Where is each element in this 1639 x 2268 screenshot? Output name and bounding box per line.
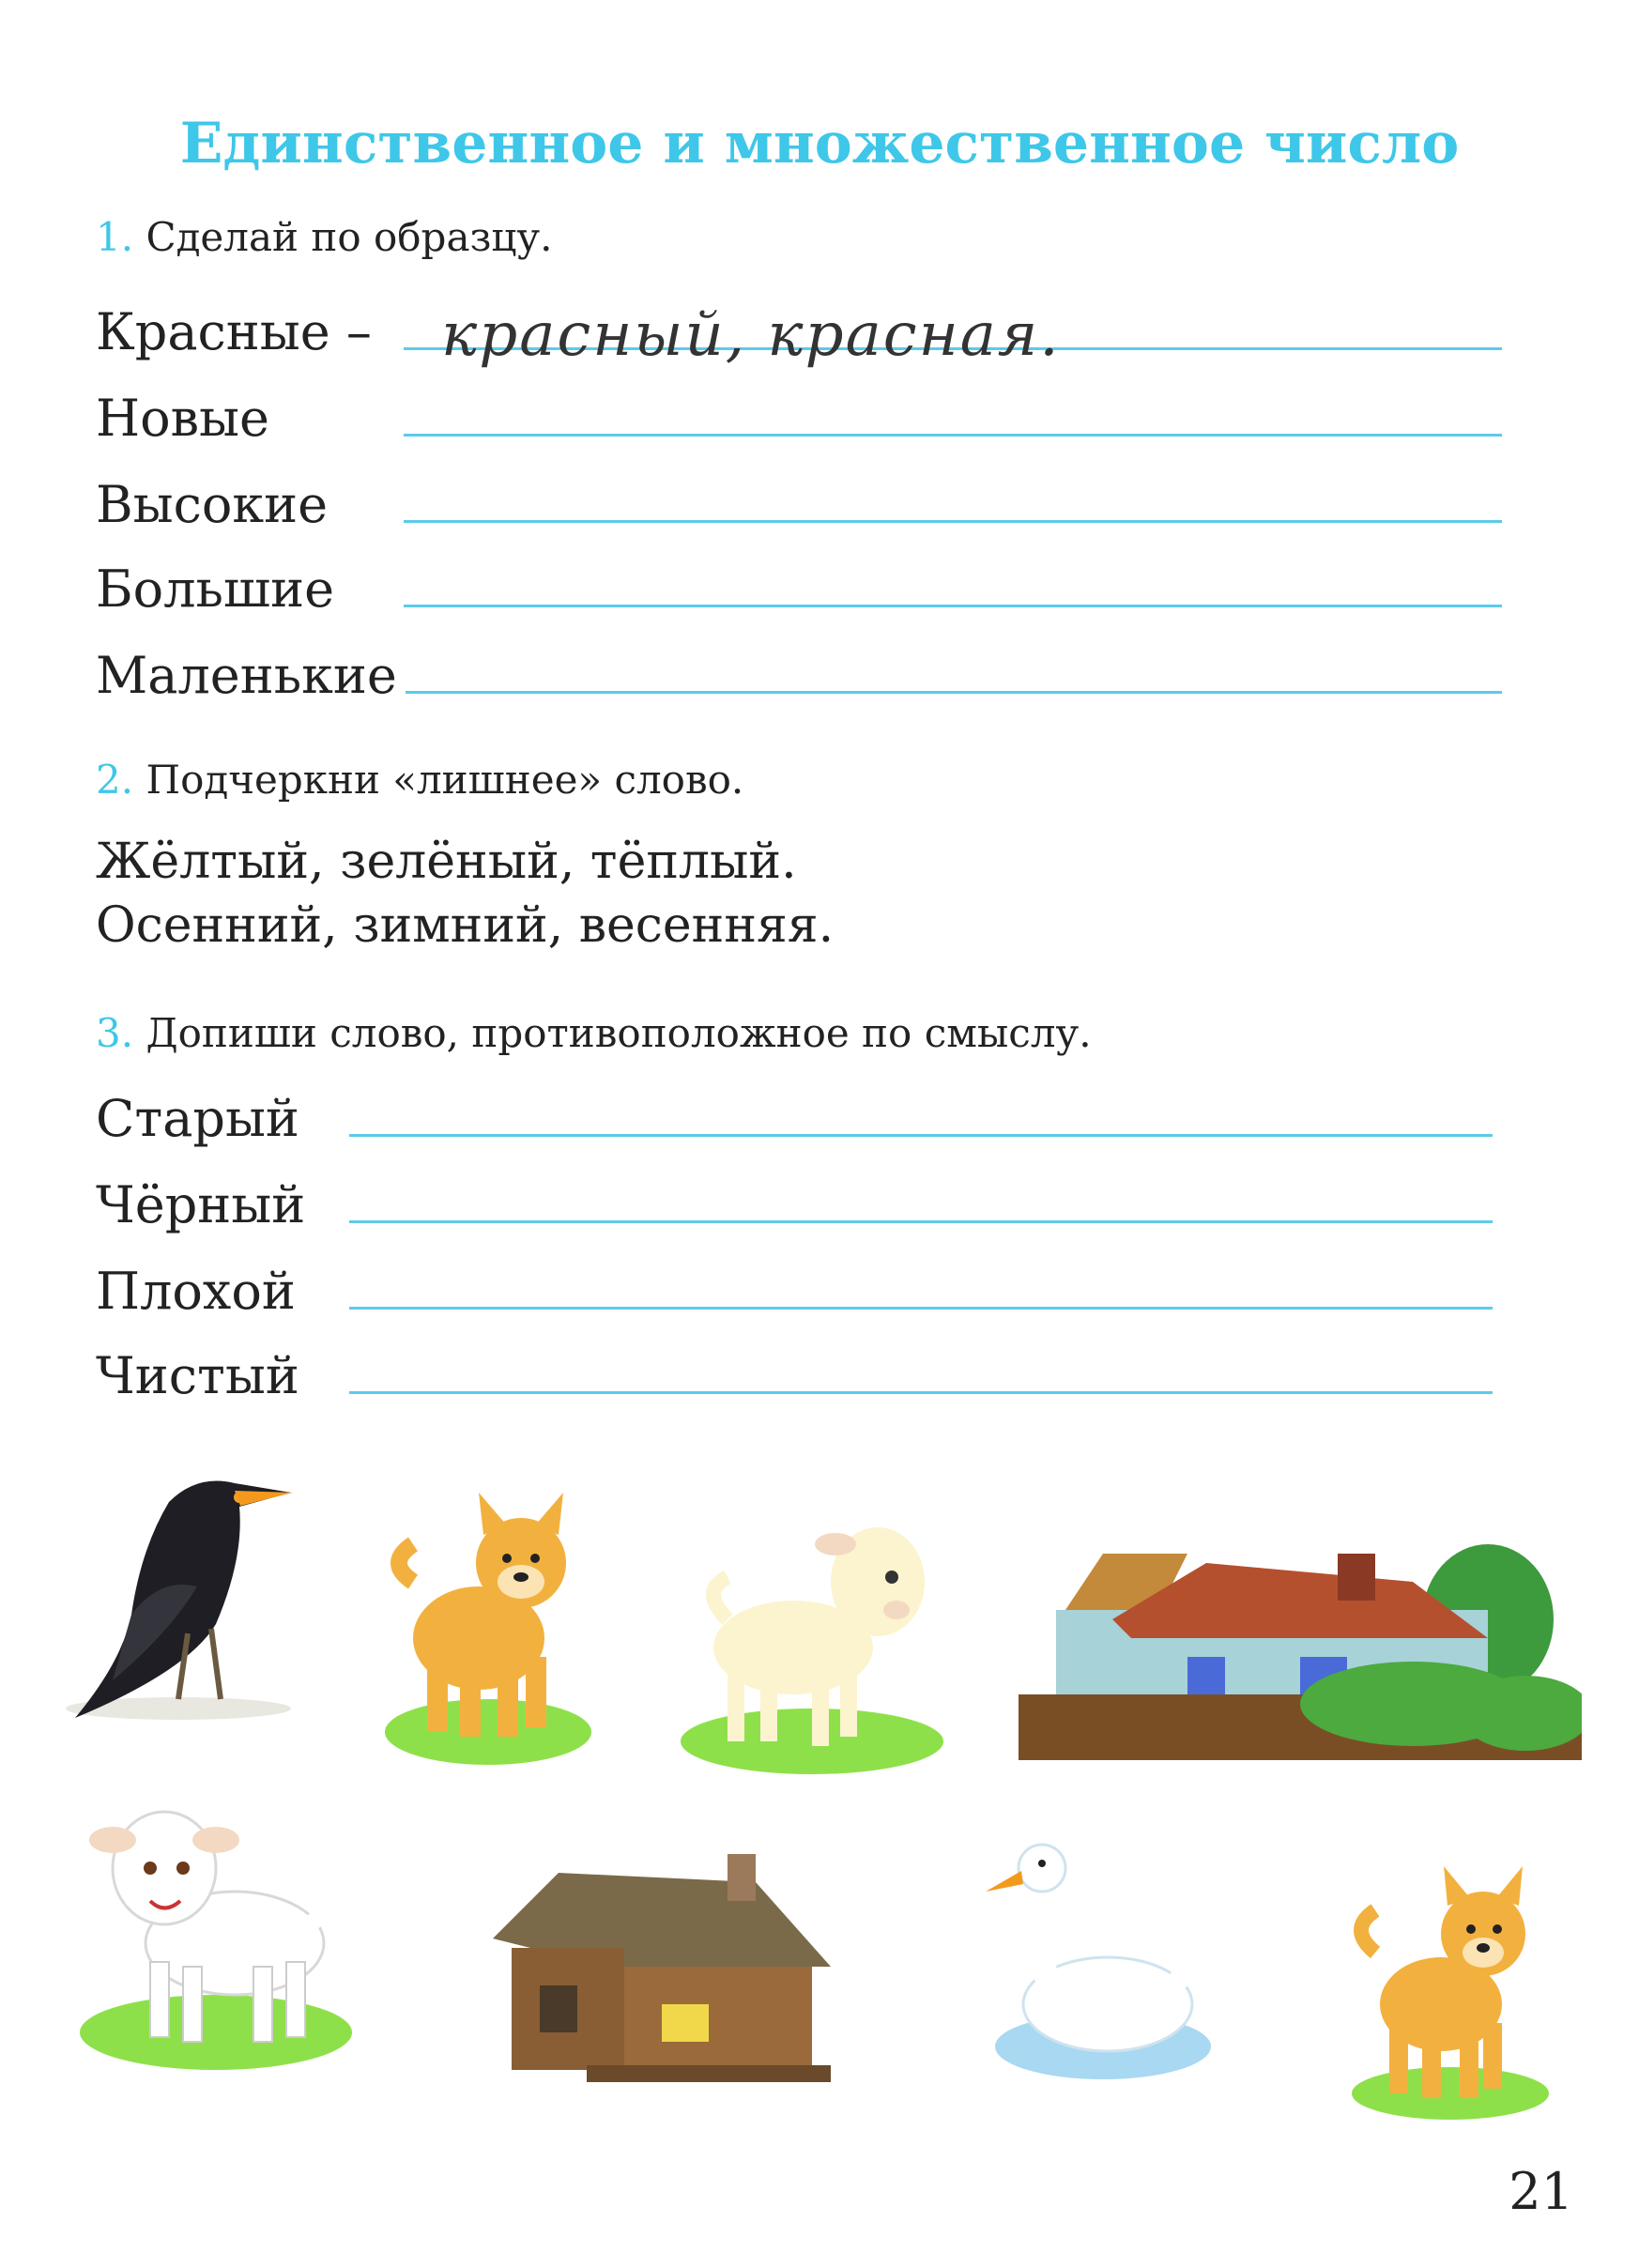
lamb-icon[interactable] bbox=[681, 1488, 953, 1779]
task1-word-3: Высокие bbox=[96, 475, 329, 534]
task1-word-4: Большие bbox=[96, 559, 335, 619]
task3-line-4[interactable] bbox=[349, 1391, 1493, 1394]
task3-line-1[interactable] bbox=[349, 1134, 1493, 1137]
dog-icon[interactable] bbox=[1342, 1859, 1558, 2122]
task3-word-4: Чистый bbox=[96, 1346, 299, 1405]
house-icon[interactable] bbox=[1019, 1535, 1582, 1760]
task3-line-2[interactable] bbox=[349, 1220, 1493, 1223]
task3-number: 3. bbox=[96, 1010, 134, 1056]
task1-instruction: Сделай по образцу. bbox=[146, 214, 553, 260]
task2-header bbox=[96, 757, 743, 803]
answer-line-3[interactable] bbox=[404, 520, 1502, 523]
task1-word-2: Новые bbox=[96, 389, 269, 448]
answer-line-4[interactable] bbox=[404, 605, 1502, 607]
task3-word-2: Чёрный bbox=[96, 1175, 306, 1234]
swan-icon[interactable] bbox=[967, 1835, 1211, 2098]
task3-instruction: Допиши слово, противоположное по смыслу. bbox=[146, 1010, 1092, 1056]
task3-header bbox=[96, 1010, 1092, 1056]
task2-line-1[interactable]: Жёлтый, зелёный, тёплый. bbox=[96, 834, 797, 890]
crow-icon[interactable] bbox=[56, 1446, 310, 1727]
task1-word-1: Красные – bbox=[96, 302, 372, 361]
dog-icon[interactable] bbox=[375, 1488, 591, 1770]
wooden-house-icon[interactable] bbox=[474, 1854, 840, 2089]
task3-word-1: Старый bbox=[96, 1089, 299, 1148]
task2-line-2[interactable]: Осенний, зимний, весенняя. bbox=[96, 897, 835, 954]
page-title: Единственное и множественное число bbox=[179, 111, 1460, 176]
lamb-icon[interactable] bbox=[75, 1784, 366, 2075]
task2-number: 2. bbox=[96, 757, 134, 803]
task1-word-5: Маленькие bbox=[96, 646, 397, 705]
page-number: 21 bbox=[1509, 2162, 1573, 2221]
sample-answer: красный, красная. bbox=[441, 300, 1061, 370]
task1-header bbox=[96, 214, 552, 260]
answer-line-2[interactable] bbox=[404, 434, 1502, 437]
task3-line-3[interactable] bbox=[349, 1307, 1493, 1310]
answer-line-5[interactable] bbox=[406, 691, 1502, 694]
task1-number: 1. bbox=[96, 214, 134, 260]
task3-word-3: Плохой bbox=[96, 1262, 296, 1321]
task2-instruction: Подчеркни «лишнее» слово. bbox=[146, 757, 744, 803]
